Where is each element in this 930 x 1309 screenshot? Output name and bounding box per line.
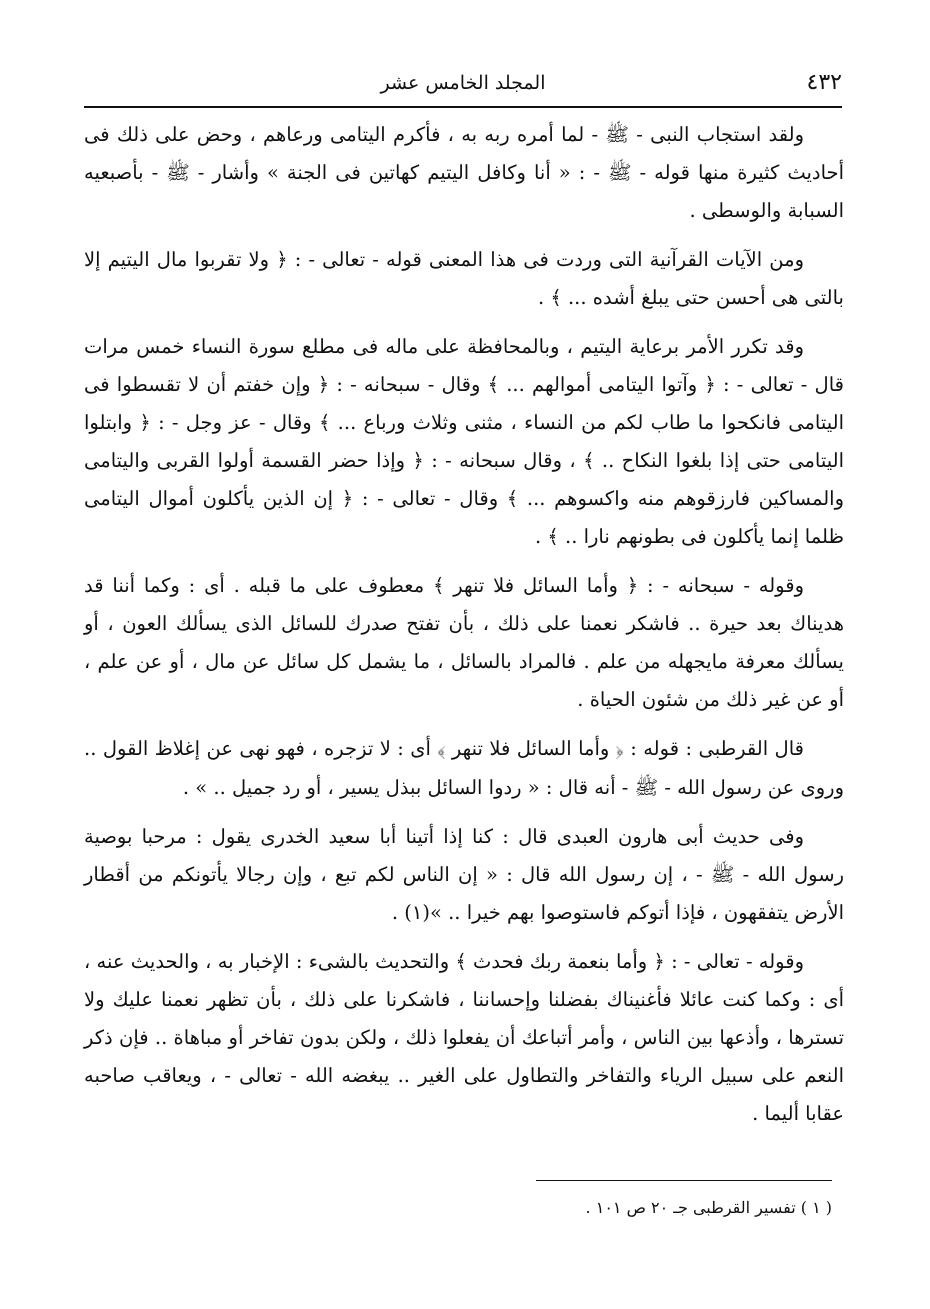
paragraph: وقوله - سبحانه - : ﴿ وأما السائل فلا تنهر ﴾ معطوف على ما قبله . أى : وكما أننا قد هديناك بعد حيرة .. فاشكر نعمنا على ذلك ، بأن تفتح صدرك للسائل الذى يسألك العون ، أو يسألك معرفة مايجهله من علم . فالمراد بالسائل ، ما يشمل كل سائل عن مال ، أو عن علم ، أو عن غير ذلك من شئون الحياة . bbox=[84, 574, 844, 712]
page-number: ٤٣٢ bbox=[806, 70, 842, 95]
paragraph: ومن الآيات القرآنية التى وردت فى هذا المعنى قوله - تعالى - : ﴿ ولا تقربوا مال اليتيم إلا بالتى هى أحسن حتى يبلغ أشده ... ﴾ . bbox=[84, 248, 844, 310]
paragraph: ولقد استجاب النبى - ﷺ - لما أمره ربه به ، فأكرم اليتامى ورعاهم ، وحض على ذلك فى أحاديث كثيرة منها قوله - ﷺ - : « أنا وكافل اليتيم كهاتين فى الجنة » وأشار - ﷺ - بأصبعيه السبابة والوسطى . bbox=[84, 123, 844, 223]
header-rule bbox=[84, 106, 842, 108]
page-header bbox=[84, 70, 842, 104]
paragraph: وقد تكرر الأمر برعاية اليتيم ، وبالمحافظة على ماله فى مطلع سورة النساء خمس مرات قال - تعالى - : ﴿ وآتوا اليتامى أموالهم ... ﴾ وقال - سبحانه - : ﴿ وإن خفتم أن لا تقسطوا فى اليتامى فانكحوا ما طاب لكم من النساء ، مثنى وثلاث ورباع ... ﴾ وقال - عز وجل - : ﴿ وابتلوا اليتامى حتى إذا بلغوا النكاح .. ﴾ ، وقال سبحانه - : ﴿ وإذا حضر القسمة أولوا القربى واليتامى والمساكين فارزقوهم منه واكسوهم ... ﴾ وقال - تعالى - : ﴿ إن الذين يأكلون أموال اليتامى ظلما إنما يأكلون فى بطونهم نارا .. ﴾ . bbox=[84, 335, 844, 549]
paragraph: وفى حديث أبى هارون العبدى قال : كنا إذا أتينا أبا سعيد الخدرى يقول : مرحبا بوصية رسول الله - ﷺ - ، إن رسول الله قال : « إن الناس لكم تبع ، وإن رجالا يأتونكم من أقطار الأرض يتفقهون ، فإذا أتوكم فاستوصوا بهم خيرا .. »(١) . bbox=[84, 824, 844, 924]
running-title: المجلد الخامس عشر bbox=[380, 72, 546, 94]
paragraph: قال القرطبى : قوله : ﴿ وأما السائل فلا تنهر ﴾ أى : لا تزجره ، فهو نهى عن إغلاظ القول .. وروى عن رسول الله - ﷺ - أنه قال : « ردوا السائل ببذل يسير ، أو رد جميل .. » . bbox=[84, 737, 844, 799]
footnote-rule bbox=[536, 1180, 832, 1181]
body-text bbox=[84, 116, 844, 1144]
paragraph: وقوله - تعالى - : ﴿ وأما بنعمة ربك فحدث ﴾ والتحديث بالشىء : الإخبار به ، والحديث عنه ، أى : وكما كنت عائلا فأغنيناك بفضلنا وإحساننا ، فاشكرنا على ذلك ، بأن تظهر نعمنا عليك ولا تسترها ، وأذعها بين الناس ، وأمر أتباعك أن يفعلوا ذلك ، ولكن بدون تفاخر أو مباهاة .. فإن ذكر النعم على سبيل الرياء والتفاخر والتطاول على الغير .. يبغضه الله - تعالى - ، ويعاقب صاحبه عقابا أليما . bbox=[84, 949, 844, 1125]
footnote: ( ١ ) تفسير القرطبى جـ ٢٠ ص ١٠١ . bbox=[585, 1198, 832, 1217]
